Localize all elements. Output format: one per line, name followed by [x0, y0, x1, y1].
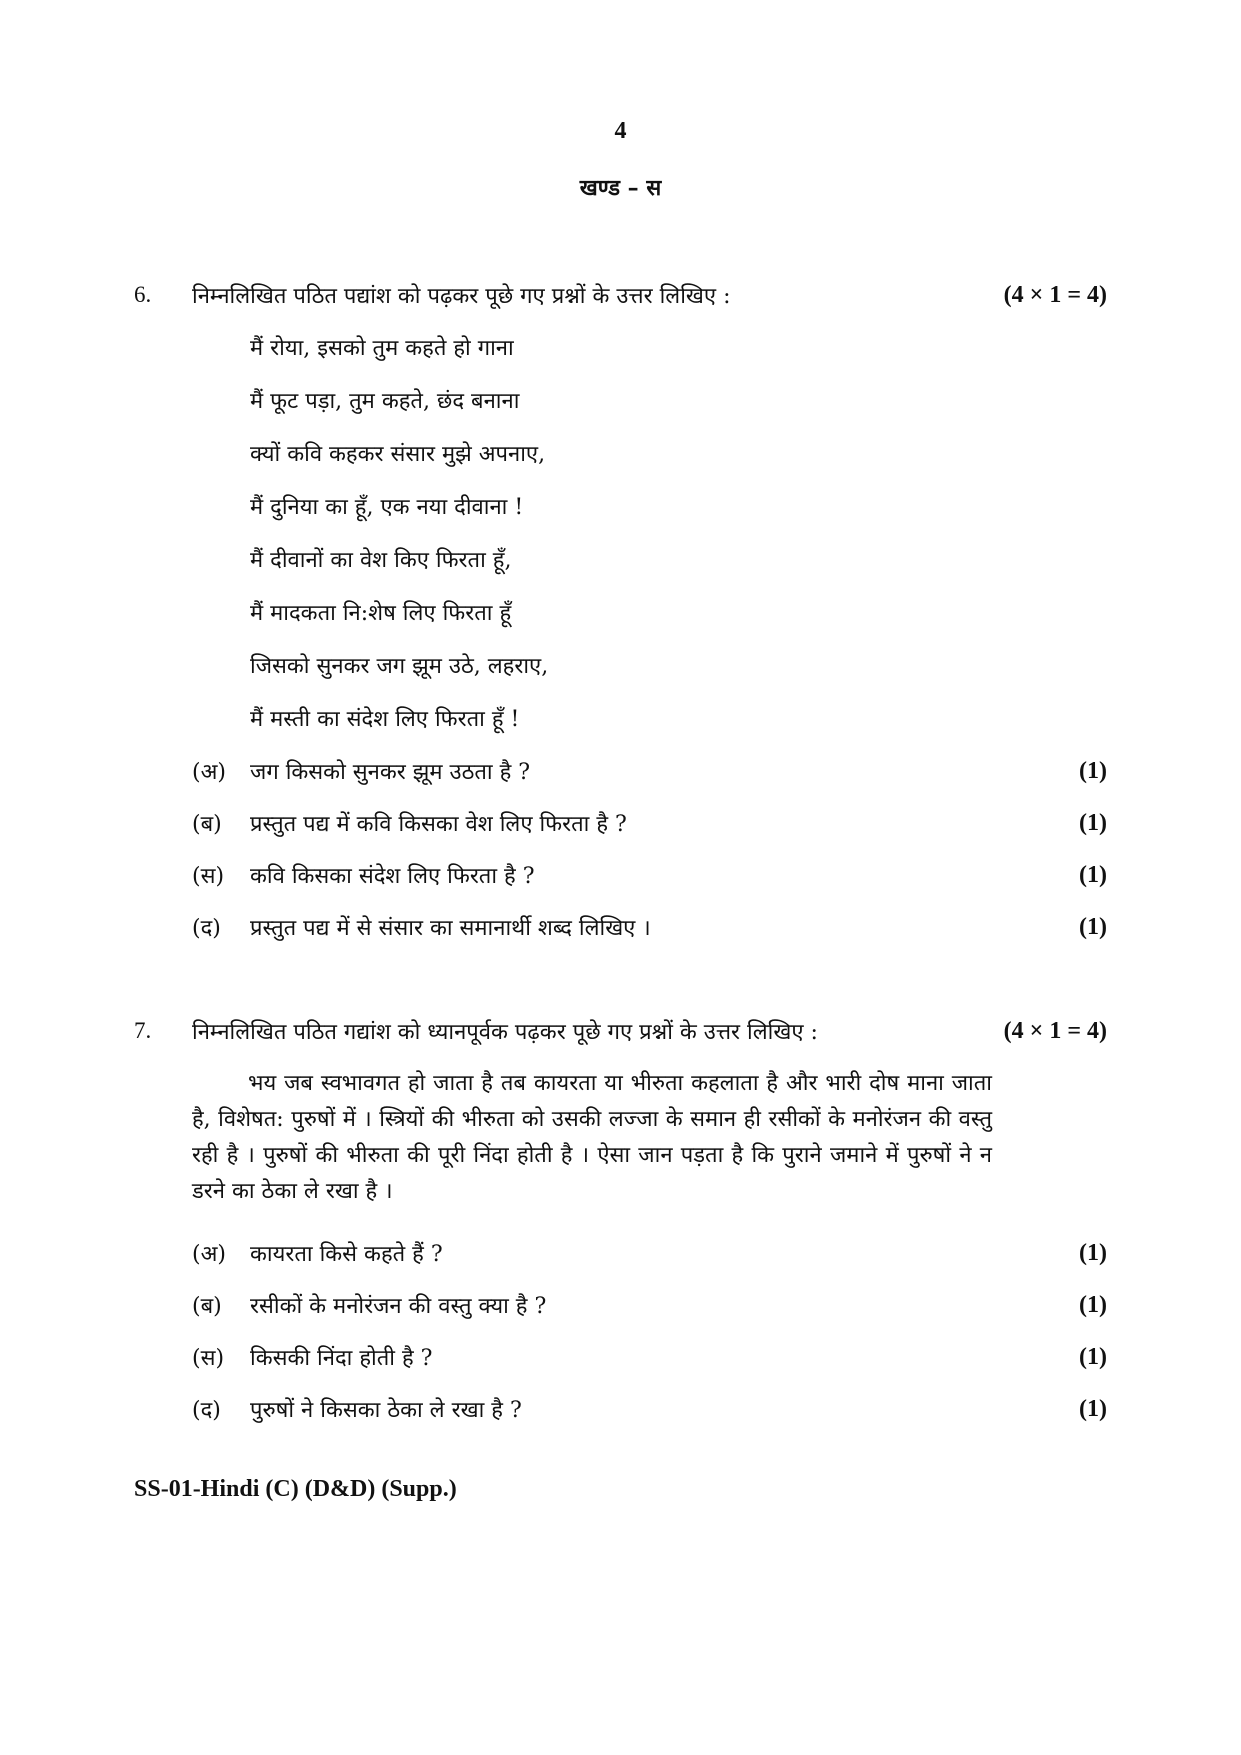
subquestion-text: कायरता किसे कहते हैं ?	[250, 1242, 443, 1267]
subquestion-text: किसकी निंदा होती है ?	[250, 1346, 433, 1371]
subquestion-text: जग किसको सुनकर झूम उठता है ?	[250, 760, 531, 785]
poem-line: मैं दीवानों का वेश किए फिरता हूँ,	[250, 548, 512, 573]
subquestion-marks: (1)	[1079, 1344, 1107, 1370]
subquestion-text: कवि किसका संदेश लिए फिरता है ?	[250, 864, 535, 889]
paper-code-footer: SS-01-Hindi (C) (D&D) (Supp.)	[134, 1476, 457, 1502]
subquestion-label: (अ)	[192, 760, 226, 785]
question-number: 6.	[134, 282, 152, 307]
question-instruction: निम्नलिखित पठित पद्यांश को पढ़कर पूछे गए प्रश्नों के उत्तर लिखिए :	[192, 284, 731, 309]
subquestion-label: (अ)	[192, 1242, 226, 1267]
subquestion-marks: (1)	[1079, 1396, 1107, 1422]
subquestion-text: प्रस्तुत पद्य में से संसार का समानार्थी शब्द लिखिए ।	[250, 916, 651, 941]
subquestion-text: रसीकों के मनोरंजन की वस्तु क्या है ?	[250, 1294, 547, 1319]
section-title: खण्ड – स	[579, 175, 662, 201]
subquestion-label: (स)	[192, 1346, 225, 1371]
subquestion-text: प्रस्तुत पद्य में कवि किसका वेश लिए फिरता है ?	[250, 812, 627, 837]
subquestion-marks: (1)	[1079, 758, 1107, 784]
subquestion-marks: (1)	[1079, 1292, 1107, 1318]
question-marks: (4 × 1 = 4)	[1003, 282, 1107, 308]
poem-line: मैं मस्ती का संदेश लिए फिरता हूँ !	[250, 707, 520, 732]
poem-line: मैं फूट पड़ा, तुम कहते, छंद बनाना	[250, 389, 520, 414]
subquestion-marks: (1)	[1079, 914, 1107, 940]
subquestion-label: (ब)	[192, 812, 222, 837]
passage-text: भय जब स्वभावगत हो जाता है तब कायरता या भीरुता कहलाता है और भारी दोष माना जाता है, विशेषत: पुरुषों में । स्त्रियों की भीरुता को उसकी लज्जा के समान ही रसीकों के मनोरंजन की वस्तु रही है । पुरुषों की भीरुता की पूरी निंदा होती है । ऐसा जान पड़ता है कि पुराने जमाने में पुरुषों ने न डरने का ठेका ले रखा है ।	[192, 1071, 992, 1204]
poem-line: क्यों कवि कहकर संसार मुझे अपनाए,	[250, 442, 546, 467]
prose-passage	[192, 1066, 992, 1210]
poem-line: मैं दुनिया का हूँ, एक नया दीवाना !	[250, 495, 524, 520]
subquestion-label: (स)	[192, 864, 225, 889]
subquestion-marks: (1)	[1079, 862, 1107, 888]
subquestion-label: (द)	[192, 916, 221, 941]
poem-line: मैं रोया, इसको तुम कहते हो गाना	[250, 336, 514, 361]
question-marks: (4 × 1 = 4)	[1003, 1018, 1107, 1044]
poem-line: मैं मादकता नि:शेष लिए फिरता हूँ	[250, 601, 512, 626]
subquestion-label: (ब)	[192, 1294, 222, 1319]
question-instruction: निम्नलिखित पठित गद्यांश को ध्यानपूर्वक पढ़कर पूछे गए प्रश्नों के उत्तर लिखिए :	[192, 1020, 818, 1045]
question-number: 7.	[134, 1018, 152, 1043]
subquestion-marks: (1)	[1079, 810, 1107, 836]
subquestion-label: (द)	[192, 1398, 221, 1423]
poem-line: जिसको सुनकर जग झूम उठे, लहराए,	[250, 654, 549, 679]
subquestion-text: पुरुषों ने किसका ठेका ले रखा है ?	[250, 1398, 522, 1423]
page-number: 4	[614, 118, 627, 144]
subquestion-marks: (1)	[1079, 1240, 1107, 1266]
